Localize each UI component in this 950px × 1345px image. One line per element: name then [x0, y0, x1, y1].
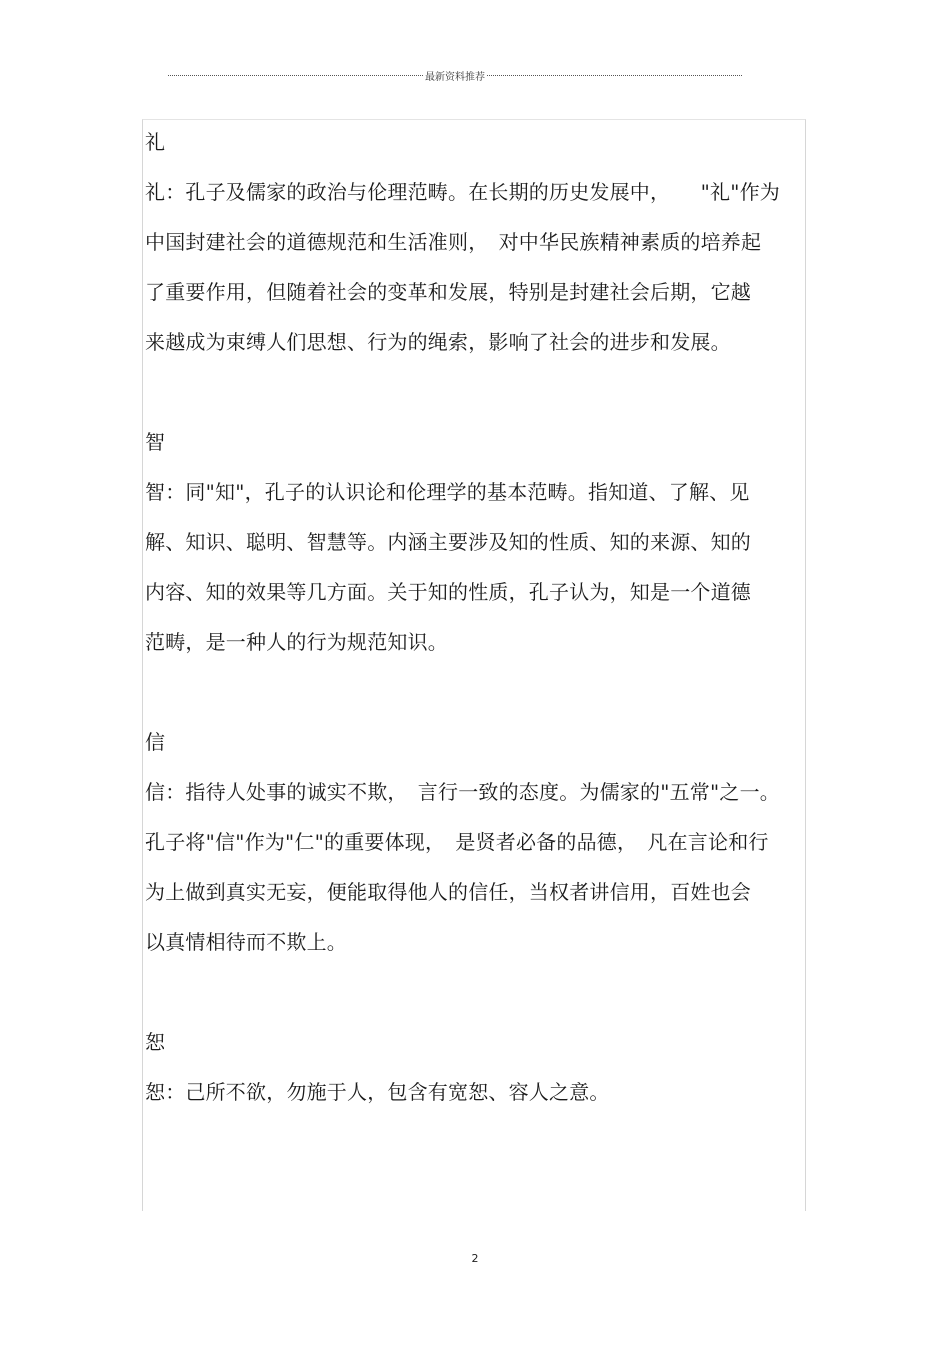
entry-line: 来越成为束缚人们思想、行为的绳索，影响了社会的进步和发展。: [145, 330, 731, 354]
entry-line: 解、知识、聪明、智慧等。内涵主要涉及知的性质、知的来源、知的: [145, 530, 751, 554]
entry-xin: [145, 717, 807, 967]
entry-line: 信：指待人处事的诚实不欺， 言行一致的态度。为儒家的"五常"之一。: [145, 780, 780, 804]
content-frame: [142, 119, 806, 1211]
entry-title: 礼: [145, 130, 165, 154]
entry-shu: [145, 1017, 807, 1117]
entry-li: [145, 117, 807, 367]
entry-line: 范畴，是一种人的行为规范知识。: [145, 630, 448, 654]
entry-title: 信: [145, 730, 165, 754]
page-number: 2: [471, 1252, 479, 1265]
entry-line: 为上做到真实无妄，便能取得他人的信任，当权者讲信用，百姓也会: [145, 880, 751, 904]
entry-line: 智：同"知"，孔子的认识论和伦理学的基本范畴。指知道、了解、见: [145, 480, 750, 504]
header-dotted-line-right: [487, 75, 742, 76]
page-header: [168, 66, 742, 84]
entry-line: 了重要作用，但随着社会的变革和发展，特别是封建社会后期，它越: [145, 280, 751, 304]
entry-line: 以真情相待而不欺上。: [145, 930, 347, 954]
entry-zhi: [145, 417, 807, 667]
entry-line: 恕：己所不欲，勿施于人，包含有宽恕、容人之意。: [145, 1080, 610, 1104]
entry-line: 中国封建社会的道德规范和生活准则， 对中华民族精神素质的培养起: [145, 230, 762, 254]
entry-title: 恕: [145, 1030, 165, 1054]
header-title: 最新资料推荐: [425, 71, 485, 83]
header-dotted-line-left: [168, 75, 423, 76]
entry-title: 智: [145, 430, 165, 454]
entry-line: 内容、知的效果等几方面。关于知的性质，孔子认为，知是一个道德: [145, 580, 751, 604]
entry-line: 礼：孔子及儒家的政治与伦理范畴。在长期的历史发展中， "礼"作为: [145, 180, 780, 204]
entry-line: 孔子将"信"作为"仁"的重要体现， 是贤者必备的品德， 凡在言论和行: [145, 830, 769, 854]
